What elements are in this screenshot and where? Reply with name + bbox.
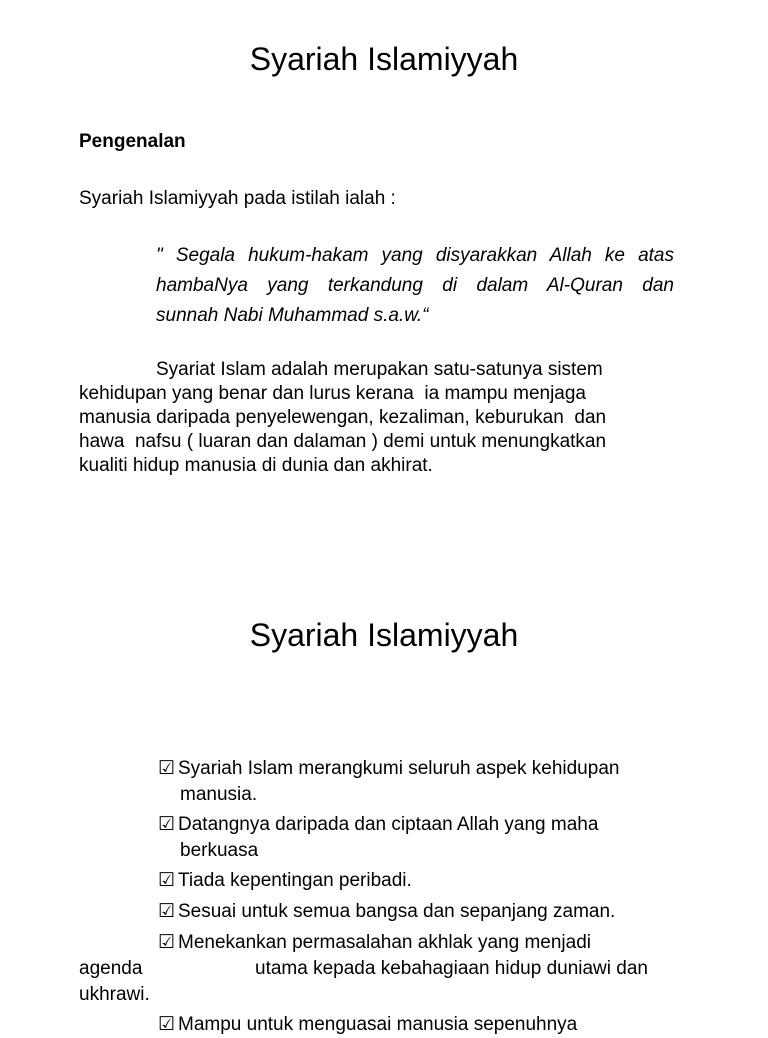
paragraph-line: Syariat Islam adalah merupakan satu-satunya sistem <box>156 359 603 380</box>
page2-title: Syariah Islamiyyah <box>249 617 519 653</box>
list-item-continuation <box>79 956 699 982</box>
list-item-text: Sesuai untuk semua bangsa dan sepanjang zaman. <box>178 901 616 922</box>
quote-line: " Segala hukum-hakam yang disyarakkan Allah ke atas <box>156 245 674 266</box>
paragraph-line: manusia daripada penyelewengan, kezaliman, keburukan dan <box>79 407 607 428</box>
paragraph-line: kualiti hidup manusia di dunia dan akhirat. <box>79 455 433 476</box>
agenda-text: utama kepada kebahagiaan hidup duniawi dan <box>255 958 648 979</box>
list-item-text: Syariah Islam merangkumi seluruh aspek kehidupan <box>178 758 620 779</box>
checkbox-icon: ☑ <box>158 870 176 891</box>
list-item <box>158 899 615 925</box>
list-item-continuation: berkuasa <box>180 840 259 861</box>
paragraph-line: hawa nafsu ( luaran dan dalaman ) demi untuk menungkatkan <box>79 431 607 452</box>
list-item-text: Tiada kepentingan peribadi. <box>178 870 412 891</box>
checkbox-icon: ☑ <box>158 814 176 835</box>
body-paragraph <box>79 358 699 478</box>
checkbox-icon: ☑ <box>158 901 176 922</box>
list-item-continuation: manusia. <box>180 784 258 805</box>
quote-line: sunnah Nabi Muhammad s.a.w.“ <box>156 305 429 326</box>
checkbox-icon: ☑ <box>158 1014 176 1035</box>
page1-title: Syariah Islamiyyah <box>249 41 519 77</box>
list-item <box>158 1012 577 1038</box>
paragraph-line: kehidupan yang benar dan lurus kerana ia mampu menjaga <box>79 383 586 404</box>
definition-quote <box>156 241 674 331</box>
quote-line: hambaNya yang terkandung di dalam Al-Quran dan <box>156 275 674 296</box>
checkbox-icon: ☑ <box>158 758 176 779</box>
list-item <box>158 812 598 864</box>
agenda-word: agenda <box>79 958 143 979</box>
list-item-text: Datangnya daripada dan ciptaan Allah yang maha <box>178 814 599 835</box>
section-heading: Pengenalan <box>79 131 186 152</box>
list-item-text: Mampu untuk menguasai manusia sepenuhnya <box>178 1014 578 1035</box>
intro-text: Syariah Islamiyyah pada istilah ialah : <box>79 188 396 209</box>
list-item <box>158 868 412 894</box>
checkbox-icon: ☑ <box>158 932 176 953</box>
list-item <box>158 756 619 808</box>
list-item-continuation <box>79 982 699 1008</box>
list-item-text: Menekankan permasalahan akhlak yang menjadi <box>178 932 591 953</box>
agenda-last: ukhrawi. <box>79 984 150 1005</box>
list-item <box>158 930 591 956</box>
